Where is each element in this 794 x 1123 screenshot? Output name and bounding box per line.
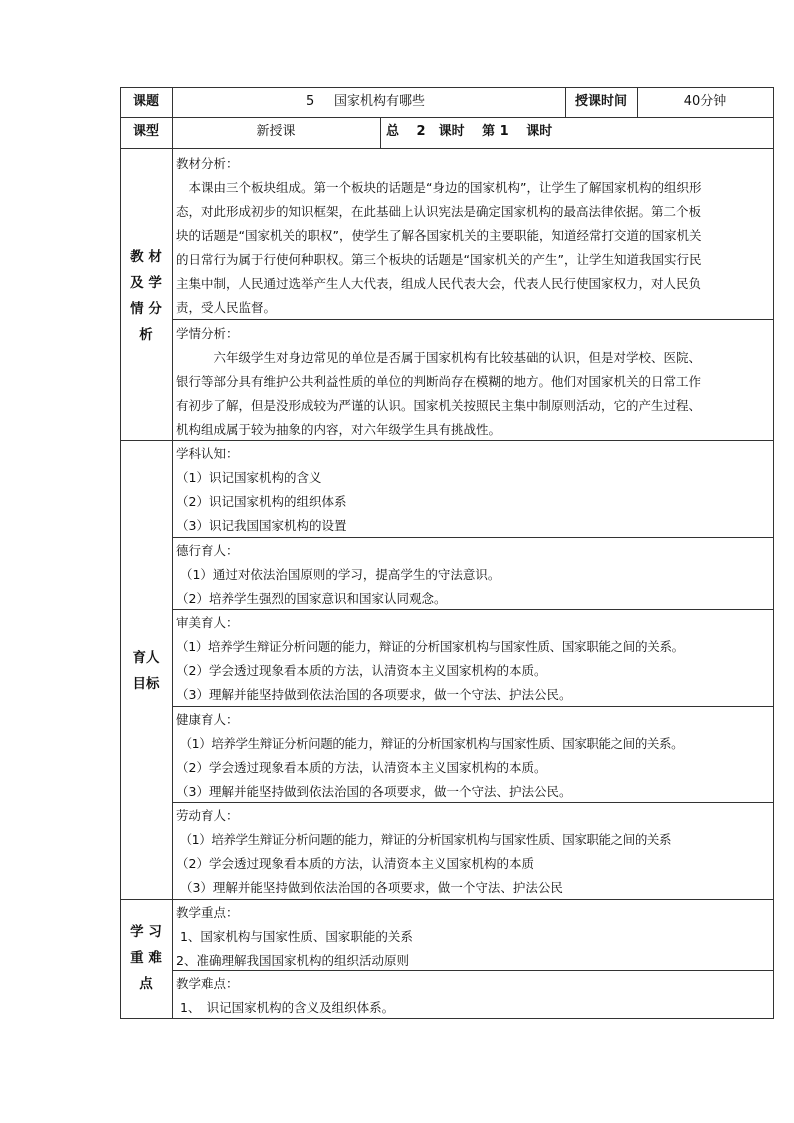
column-divider xyxy=(380,117,381,148)
student-analysis xyxy=(176,322,770,442)
goal-section-title: 劳动育人： xyxy=(176,808,239,823)
goal-item: （1）培养学生辩证分析问题的能力，辩证的分析国家机构与国家性质、国家职能之间的关系 xyxy=(176,832,672,847)
label-topic: 课题 xyxy=(132,94,159,109)
side-label-line: 重 难 xyxy=(130,950,162,966)
label-lesson-type: 课型 xyxy=(132,124,159,139)
table-left-border xyxy=(120,87,121,1018)
lesson-number: 5 xyxy=(306,94,315,109)
side-label-line: 析 xyxy=(139,327,153,343)
side-label-line: 及 学 xyxy=(130,275,162,291)
side-label-line: 点 xyxy=(139,976,153,992)
goal-section-title: 德行育人： xyxy=(176,543,239,558)
goal-item: （2）识记国家机构的组织体系 xyxy=(176,494,347,509)
goal-item: （3）理解并能坚持做到依法治国的各项要求，做一个守法、护法公民。 xyxy=(176,687,572,702)
goal-section-title: 审美育人： xyxy=(176,615,239,630)
goal-item: （2）学会透过现象看本质的方法，认清资本主义国家机构的本质。 xyxy=(176,760,547,775)
class-time-value: 40分钟 xyxy=(683,94,727,109)
table-right-border xyxy=(773,87,774,1018)
goal-section-aesthetic xyxy=(176,611,770,707)
side-label-line: 教 材 xyxy=(130,249,162,265)
side-label-line: 目标 xyxy=(132,676,160,692)
side-label-line: 情 分 xyxy=(130,301,162,317)
goal-section-title: 健康育人： xyxy=(176,712,239,727)
paragraph-line: 主集中制，人民通过选举产生人大代表，组成人民代表大会，代表人民行使国家权力，对人民负 xyxy=(176,276,702,291)
section-label-goals xyxy=(120,645,172,697)
row-divider xyxy=(120,148,774,149)
goal-section-labor xyxy=(176,804,770,900)
period-info: 总 2 课时 第 1 课时 xyxy=(386,124,553,139)
paragraph-line: 本课由三个板块组成。第一个板块的话题是“身边的国家机构”，让学生了解国家机构的组织形 xyxy=(176,180,702,195)
goal-section-moral xyxy=(176,539,770,611)
goal-item: （3）理解并能坚持做到依法治国的各项要求，做一个守法、护法公民 xyxy=(176,880,563,895)
difficult-points xyxy=(176,972,770,1020)
material-analysis xyxy=(176,152,770,320)
student-analysis-title: 学情分析： xyxy=(176,326,239,341)
section-label-analysis xyxy=(120,244,172,348)
side-label-line: 育人 xyxy=(132,650,160,666)
goal-item: （3）理解并能坚持做到依法治国的各项要求，做一个守法、护法公民。 xyxy=(176,784,572,799)
paragraph-line: 的日常行为属于行使何种职权。第三个板块的话题是“国家机关的产生”，让学生知道我国实行民 xyxy=(176,252,702,267)
goal-item: （1）识记国家机构的含义 xyxy=(176,470,322,485)
goal-item: （1）培养学生辩证分析问题的能力，辩证的分析国家机构与国家性质、国家职能之间的关系。 xyxy=(176,639,684,654)
goal-section-subject-cognition xyxy=(176,442,770,538)
paragraph-line: 态，对此形成初步的知识框架，在此基础上认识宪法是确定国家机构的最高法律依据。第二个板 xyxy=(176,204,702,219)
goal-item: （1）通过对依法治国原则的学习，提高学生的守法意识。 xyxy=(176,567,501,582)
goal-item: （3）识记我国国家机构的设置 xyxy=(176,518,347,533)
lesson-type-value: 新授课 xyxy=(256,124,296,139)
paragraph-line: 银行等部分具有维护公共利益性质的单位的判断尚存在模糊的地方。他们对国家机关的日常工作 xyxy=(176,374,702,389)
paragraph-line: 块的话题是“国家机关的职权”，使学生了解各国家机关的主要职能，知道经常打交道的国家机关 xyxy=(176,228,702,243)
paragraph-line: 责，受人民监督。 xyxy=(176,300,277,315)
label-class-time: 授课时间 xyxy=(574,94,627,109)
goal-section-title: 学科认知： xyxy=(176,446,239,461)
goal-item: （2）学会透过现象看本质的方法，认清资本主义国家机构的本质。 xyxy=(176,663,547,678)
goal-item: （1）培养学生辩证分析问题的能力，辩证的分析国家机构与国家性质、国家职能之间的关系。 xyxy=(176,736,684,751)
column-divider xyxy=(172,87,173,1018)
goal-item: （2）学会透过现象看本质的方法，认清资本主义国家机构的本质 xyxy=(176,856,534,871)
difficult-point-item: 1、 识记国家机构的含义及组织体系。 xyxy=(176,1000,395,1015)
section-label-focus xyxy=(120,919,172,997)
difficult-points-title: 教学难点： xyxy=(176,976,239,991)
goal-section-health xyxy=(176,708,770,804)
goal-item: （2）培养学生强烈的国家意识和国家认同观念。 xyxy=(176,591,447,606)
paragraph-line: 六年级学生对身边常见的单位是否属于国家机构有比较基础的认识，但是对学校、医院、 xyxy=(176,350,702,365)
side-label-line: 学 习 xyxy=(130,924,162,940)
material-analysis-title: 教材分析： xyxy=(176,156,239,171)
key-point-item: 2、准确理解我国国家机构的组织活动原则 xyxy=(176,953,409,968)
paragraph-line: 机构组成属于较为抽象的内容，对六年级学生具有挑战性。 xyxy=(176,422,502,437)
paragraph-line: 有初步了解，但是没形成较为严谨的认识。国家机关按照民主集中制原则活动，它的产生过程、 xyxy=(176,398,702,413)
key-point-item: 1、国家机构与国家性质、国家职能的关系 xyxy=(176,929,413,944)
key-points xyxy=(176,901,770,973)
key-points-title: 教学重点： xyxy=(176,905,239,920)
lesson-title: 国家机构有哪些 xyxy=(334,94,426,109)
